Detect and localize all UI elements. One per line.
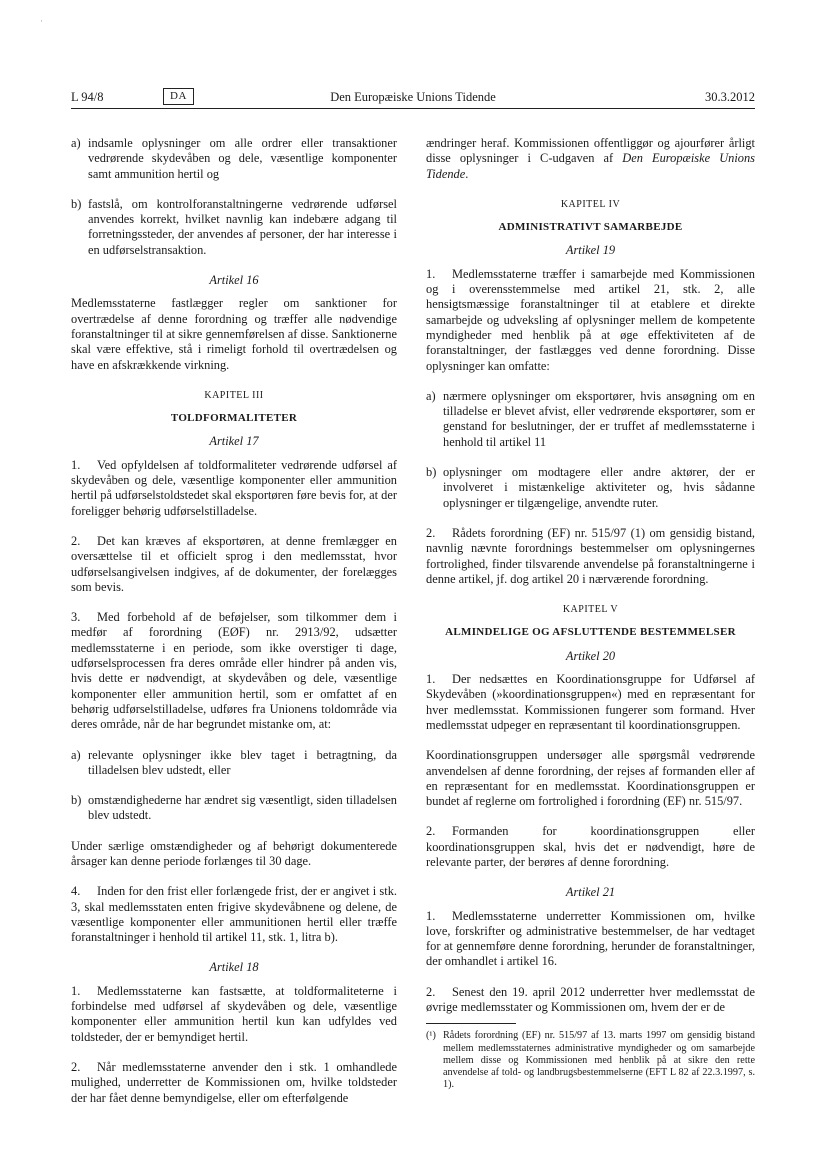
paragraph: ændringer heraf. Kommissionen offentliggør og ajourfører årligt disse oplysninger i C-udgaven af Den Europæiske Unions Tidende. <box>426 136 755 181</box>
paragraph: 2. Senest den 19. april 2012 underretter hver medlemsstat de øvrige medlemsstater og Kommissionen om, hvem der er de <box>426 984 755 1015</box>
header-rule <box>71 108 755 109</box>
paragraph: Koordinationsgruppen undersøger alle spørgsmål vedrørende anvendelsen af denne forordning, der rejses af formanden eller af en repræsentant for en medlemsstat. Koordinationsgruppen er bundet af reglerne om fortrolighed i forordning (EF) nr. 515/97. <box>426 748 755 809</box>
scan-mark: · <box>40 16 43 26</box>
paragraph: 4. Inden for den frist eller forlængede frist, der er angivet i stk. 3, skal medlemsstaten enten frigive skydevåbnene og delene, de væsentlige komponenter eller ammunitionen hertil eller træffe foranstaltninger i henhold til artikel 11, stk. 1, litra b). <box>71 884 397 945</box>
chapter-title: TOLDFORMALITETER <box>170 412 298 425</box>
footnote-reference[interactable]: 1 <box>634 525 641 540</box>
list-item: b) omstændighederne har ændret sig væsentligt, siden tilladelsen blev udstedt. <box>71 793 397 823</box>
paragraph: Medlemsstaterne fastlægger regler om sanktioner for overtrædelse af denne forordning og træffer alle nødvendige foranstaltninger til at sikre gennemførelsen af disse. Sanktionerne skal være effektive, stå i rimeligt forhold til overtrædelsen og have en afskrækkende virkning. <box>71 296 397 372</box>
right-column <box>426 136 755 1091</box>
article-heading: Artikel 20 <box>565 648 616 663</box>
paragraph: 1. Medlemsstaterne træffer i samarbejde med Kommissionen og i overensstemmelse med artikel 21, stk. 2, alle hensigtsmæssige foranstaltninger til at etablere et direkte samarbejde og udveksling af oplysninger mellem de kompetente myndigheder med henblik på at øge effektiviteten af de foranstaltninger, der fastlægges ved denne forordning. Disse oplysninger kan omfatte: <box>426 266 755 373</box>
paragraph: 2. Rådets forordning (EF) nr. 515/97 (1) om gensidig bistand, navnlig nævnte forordnings bestemmelser om oplysningernes fortrolighed, finder tilsvarende anvendelse på foranstaltningerne i denne artikel, jf. dog artikel 20 i nærværende forordning. <box>426 525 755 586</box>
article-heading: Artikel 19 <box>565 243 616 258</box>
chapter-title: ADMINISTRATIVT SAMARBEJDE <box>498 221 683 234</box>
page-reference: L 94/8 <box>71 90 104 104</box>
article-heading: Artikel 18 <box>209 960 259 975</box>
chapter-label: KAPITEL IV <box>560 198 621 210</box>
article-heading: Artikel 16 <box>209 273 259 288</box>
chapter-label: KAPITEL III <box>204 389 264 401</box>
list-item: a) nærmere oplysninger om eksportører, hvis ansøgning om en tilladelse er blevet afvist, eller vedrørende eksportører, som er genstand for beslutninger, der er truffet af medlemsstaterne i henhold til artikel 11 <box>426 388 755 449</box>
paragraph: 2. Formanden for koordinationsgruppen eller koordinationsgruppen skal, hvis det er nødvendigt, høre de relevante parter, der berøres af denne forordning. <box>426 824 755 869</box>
article-heading: Artikel 17 <box>209 434 259 449</box>
paragraph: Under særlige omstændigheder og af behørigt dokumenterede årsager kan denne periode forlænges til 30 dage. <box>71 838 397 868</box>
paragraph: 3. Med forbehold af de beføjelser, som tilkommer dem i medfør af forordning (EØF) nr. 2913/92, udsætter medlemsstaterne i en periode, som ikke overstiger ti dage, udførselsprocessen fra deres område eller hindrer på anden vis, hvis dette er nødvendigt, at skydevåben og dele, væsentlige komponenter eller ammunition hertil, som er omfattet af en behørig udførselstilladelse, udføres fra Unionens toldområde via deres område, når de har begrundet mistanke om, at: <box>71 610 397 732</box>
paragraph: 1. Ved opfyldelsen af toldformaliteter vedrørende udførsel af skydevåben og dele, væsentlige komponenter eller ammunition hertil på udførselstoldstedet skal eksportøren føre bevis for, at der foreligger behørig udførselstilladelse. <box>71 457 397 518</box>
chapter-title: ALMINDELIGE OG AFSLUTTENDE BESTEMMELSER <box>445 626 736 639</box>
list-item: b) oplysninger om modtagere eller andre aktører, der er involveret i mistænkelige aktiviteter og, hvis sådanne oplysninger er tilgængelige, anvendte ruter. <box>426 465 755 510</box>
paragraph: 2. Når medlemsstaterne anvender den i stk. 1 omhandlede mulighed, underretter de Kommissionen om, hvilke toldsteder der har fået denne bemyndigelse, eller om efterfølgende <box>71 1059 397 1105</box>
paragraph: 2. Det kan kræves af eksportøren, at denne fremlægger en oversættelse til et officielt sprog i den medlemsstat, hvor udførselsangivelsen indgives, af de dokumenter, der forelægges som bevis. <box>71 533 397 594</box>
list-item: a) indsamle oplysninger om alle ordrer eller transaktioner vedrørende skydevåben og dele, væsentlige komponenter samt ammunition hertil og <box>71 136 397 181</box>
chapter-label: KAPITEL V <box>562 604 619 616</box>
footnote: (¹) Rådets forordning (EF) nr. 515/97 af 13. marts 1997 om gensidig bistand mellem medlemsstaternes administrative myndigheder og om samarbejde mellem disse og Kommissionen med henblik på at sikre den rette anvendelse af told- og landbrugsbestemmelserne (EFT L 82 af 22.3.1997, s. 1). <box>426 1030 755 1091</box>
journal-title: Den Europæiske Unions Tidende <box>330 90 496 104</box>
footnote-rule <box>426 1023 516 1024</box>
language-badge: DA <box>163 88 194 105</box>
article-heading: Artikel 21 <box>565 885 616 900</box>
list-item: b) fastslå, om kontrolforanstaltningerne vedrørende udførsel anvendes korrekt, hvilket navnlig kan indebære adgang til forretningssteder, der anvendes af personer, der har interesse i en udførselstransaktion. <box>71 196 397 257</box>
page-header <box>71 88 755 106</box>
paragraph: 1. Der nedsættes en Koordinationsgruppe for Udførsel af Skydevåben (»koordinationsgruppen«) med en repræsentant for hver medlemsstat. Kommissionen fungerer som formand. Hver medlemsstat udpeger en repræsentant til koordinationsgruppen. <box>426 672 755 732</box>
publication-date: 30.3.2012 <box>705 90 755 104</box>
left-column <box>71 136 397 1106</box>
paragraph: 1. Medlemsstaterne underretter Kommissionen om, hvilke love, forskrifter og administrative bestemmelser, de har vedtaget for at gennemføre denne forordning, herunder de foranstaltninger, der omhandlet i artikel 16. <box>426 908 755 969</box>
list-item: a) relevante oplysninger ikke blev taget i betragtning, da tilladelsen blev udstedt, eller <box>71 747 397 777</box>
paragraph: 1. Medlemsstaterne kan fastsætte, at toldformaliteterne i forbindelse med udførsel af skydevåben og dele, væsentlige komponenter eller ammunition hertil kun kan udfyldes ved toldsteder, der er bemyndiget hertil. <box>71 983 397 1044</box>
